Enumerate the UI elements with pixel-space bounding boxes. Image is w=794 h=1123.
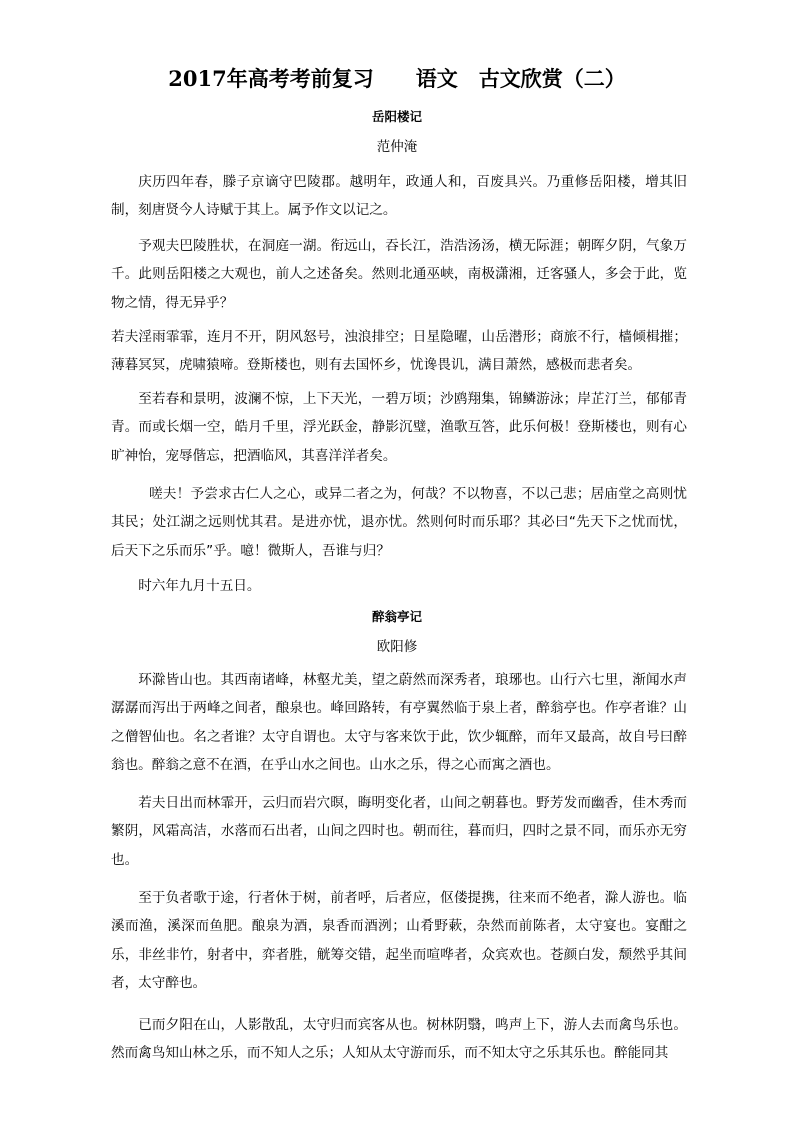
paragraph: 已而夕阳在山，人影散乱，太守归而宾客从也。树林阴翳，鸣声上下，游人去而禽鸟乐也。然而禽鸟知山林之乐，而不知人之乐；人知从太守游而乐，而不知太守之乐其乐也。醉能同其 bbox=[111, 1017, 687, 1062]
paragraph: 予观夫巴陵胜状，在洞庭一湖。衔远山，吞长江，浩浩汤汤，横无际涯；朝晖夕阴，气象万千。此则岳阳楼之大观也，前人之述备矣。然则北通巫峡，南极潇湘，迁客骚人，多会于此，览物之情，得无异乎？ bbox=[111, 238, 687, 311]
essay-author-fanzhongyan: 范仲淹 bbox=[376, 139, 418, 155]
paragraph: 若夫日出而林霏开，云归而岩穴暝，晦明变化者，山间之朝暮也。野芳发而幽香，佳木秀而繁阴，风霜高洁，水落而石出者，山间之四时也。朝而往，暮而归，四时之景不同，而乐亦无穷也。 bbox=[111, 795, 687, 868]
paragraph: 嗟夫！予尝求古仁人之心，或异二者之为，何哉？不以物喜，不以己悲；居庙堂之高则忧其民；处江湖之远则忧其君。是进亦忧，退亦忧。然则何时而乐耶？其必曰“先天下之忧而忧，后天下之乐而乐”乎。噫！微斯人，吾谁与归？ bbox=[111, 486, 687, 559]
document-title: 2017年高考考前复习 语文 古文欣赏（二） bbox=[168, 66, 626, 91]
paragraph: 庆历四年春，滕子京谪守巴陵郡。越明年，政通人和，百废具兴。乃重修岳阳楼，增其旧制，刻唐贤今人诗赋于其上。属予作文以记之。 bbox=[111, 174, 687, 219]
paragraph: 至于负者歌于途，行者休于树，前者呼，后者应，伛偻提携，往来而不绝者，滁人游也。临溪而渔，溪深而鱼肥。酿泉为酒，泉香而酒洌；山肴野蔌，杂然而前陈者，太守宴也。宴酣之乐，非丝非竹，射者中，弈者胜，觥筹交错，起坐而喧哗者，众宾欢也。苍颜白发，颓然乎其间者，太守醉也。 bbox=[111, 890, 687, 992]
essay-author-ouyangxiu: 欧阳修 bbox=[376, 639, 418, 655]
paragraph-date: 时六年九月十五日。 bbox=[138, 578, 261, 594]
paragraph: 环滁皆山也。其西南诸峰，林壑尤美，望之蔚然而深秀者，琅琊也。山行六七里，渐闻水声潺潺而泻出于两峰之间者，酿泉也。峰回路转，有亭翼然临于泉上者，醉翁亭也。作亭者谁？山之僧智仙也。名之者谁？太守自谓也。太守与客来饮于此，饮少辄醉，而年又最高，故自号曰醉翁也。醉翁之意不在酒，在乎山水之间也。山水之乐，得之心而寓之酒也。 bbox=[111, 672, 687, 774]
paragraph: 若夫淫雨霏霏，连月不开，阴风怒号，浊浪排空；日星隐曜，山岳潜形；商旅不行，樯倾楫摧；薄暮冥冥，虎啸猿啼。登斯楼也，则有去国怀乡，忧谗畏讥，满目萧然，感极而悲者矣。 bbox=[111, 329, 687, 374]
essay-title-yueyanglou: 岳阳楼记 bbox=[371, 109, 422, 124]
paragraph: 至若春和景明，波澜不惊，上下天光，一碧万顷；沙鸥翔集，锦鳞游泳；岸芷汀兰，郁郁青青。而或长烟一空，皓月千里，浮光跃金，静影沉璧，渔歌互答，此乐何极！登斯楼也，则有心旷神怡，宠辱偕忘，把酒临风，其喜洋洋者矣。 bbox=[111, 391, 687, 464]
essay-title-zuiwengting: 醉翁亭记 bbox=[371, 609, 422, 624]
